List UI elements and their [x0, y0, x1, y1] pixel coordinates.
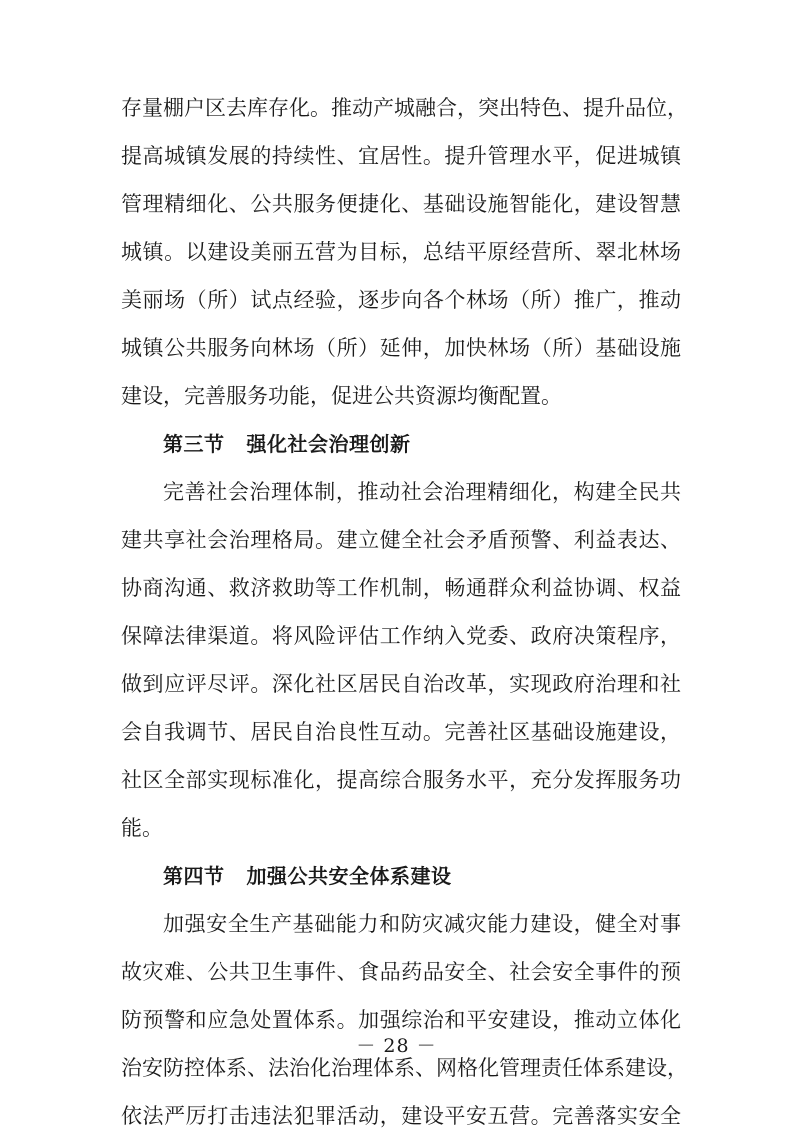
paragraph-line: 加强安全生产基础能力和防灾减灾能力建设，健全对事 [163, 912, 681, 936]
paragraph-line: 做到应评尽评。深化社区居民自治改革，实现政府治理和社 [121, 672, 681, 696]
section-number: 第四节 [163, 864, 225, 888]
section-heading [163, 429, 411, 459]
paragraph-line: 提高城镇发展的持续性、宜居性。提升管理水平，促进城镇 [121, 144, 681, 168]
paragraph-line: 存量棚户区去库存化。推动产城融合，突出特色、提升品位， [121, 96, 688, 120]
paragraph-line: 能。 [121, 816, 163, 840]
paragraph-line: 防预警和应急处置体系。加强综治和平安建设，推动立体化 [121, 1008, 681, 1032]
paragraph-line: 城镇。以建设美丽五营为目标，总结平原经营所、翠北林场 [121, 240, 681, 264]
section-number: 第三节 [163, 432, 225, 456]
paragraph-line: 治安防控体系、法治化治理体系、网格化管理责任体系建设， [121, 1056, 688, 1080]
paragraph-line: 城镇公共服务向林场（所）延伸，加快林场（所）基础设施 [121, 336, 681, 360]
paragraph-line: 管理精细化、公共服务便捷化、基础设施智能化，建设智慧 [121, 192, 681, 216]
paragraph-line: 美丽场（所）试点经验，逐步向各个林场（所）推广，推动 [121, 288, 681, 312]
page-number: － 28 － [356, 1035, 437, 1057]
section-title: 强化社会治理创新 [246, 432, 411, 456]
paragraph-line: 完善社会治理体制，推动社会治理精细化，构建全民共 [163, 480, 681, 504]
paragraph-line: 会自我调节、居民自治良性互动。完善社区基础设施建设， [121, 720, 681, 744]
section-heading [163, 861, 452, 891]
section-title: 加强公共安全体系建设 [246, 864, 452, 888]
paragraph-line: 社区全部实现标准化，提高综合服务水平，充分发挥服务功 [121, 768, 681, 792]
paragraph-line: 建设，完善服务功能，促进公共资源均衡配置。 [121, 384, 562, 408]
paragraph-line: 建共享社会治理格局。建立健全社会矛盾预警、利益表达、 [121, 528, 681, 552]
paragraph-line: 故灾难、公共卫生事件、食品药品安全、社会安全事件的预 [121, 960, 681, 984]
paragraph-line: 保障法律渠道。将风险评估工作纳入党委、政府决策程序， [121, 624, 681, 648]
paragraph-line: 协商沟通、救济救助等工作机制，畅通群众利益协调、权益 [121, 576, 681, 600]
paragraph-line: 依法严厉打击违法犯罪活动，建设平安五营。完善落实安全 [121, 1104, 681, 1128]
